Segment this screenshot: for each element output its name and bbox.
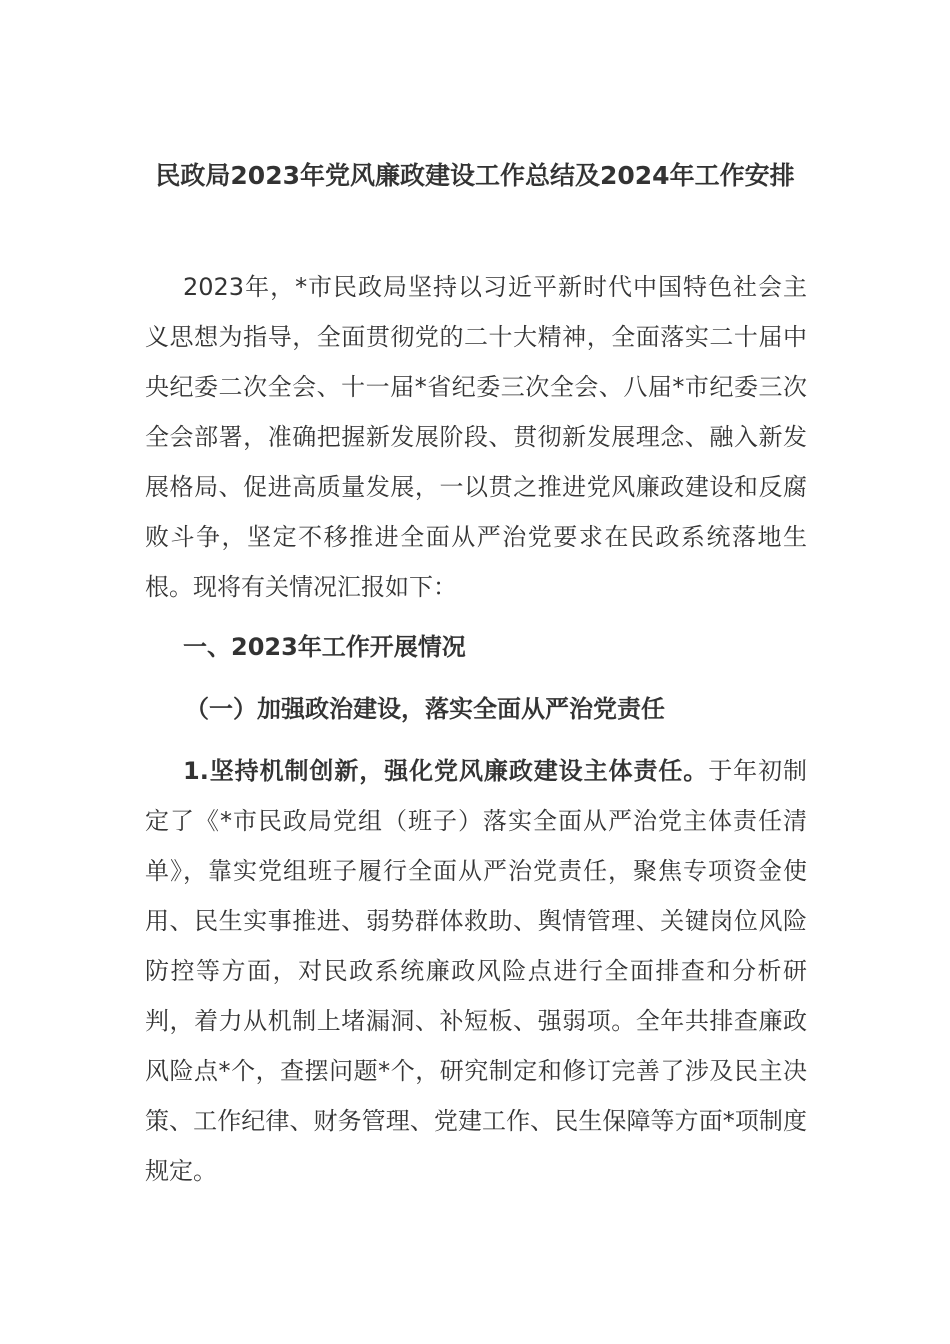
document-title: 民政局2023年党风廉政建设工作总结及2024年工作安排: [155, 161, 795, 190]
subsection-heading: （一）加强政治建设，落实全面从严治党责任: [185, 695, 665, 723]
intro-paragraph: 2023年，*市民政局坚持以习近平新时代中国特色社会主义思想为指导，全面贯彻党的二十大精神，全面落实二十届中央纪委二次全会、十一届*省纪委三次全会、八届*市纪委三次全会部署，准确把握新发展阶段、贯彻新发展理念、融入新发展格局、促进高质量发展，一以贯之推进党风廉政建设和反腐败斗争，坚定不移推进全面从严治党要求在民政系统落地生根。现将有关情况汇报如下：: [145, 273, 807, 601]
item-lead: 1.坚持机制创新，强化党风廉政建设主体责任。: [183, 757, 709, 785]
item-paragraph: [145, 746, 807, 1196]
section-heading: 一、2023年工作开展情况: [183, 633, 466, 661]
item-body: 于年初制定了《*市民政局党组（班子）落实全面从严治党主体责任清单》，靠实党组班子履行全面从严治党责任，聚焦专项资金使用、民生实事推进、弱势群体救助、舆情管理、关键岗位风险防控等方面，对民政系统廉政风险点进行全面排查和分析研判，着力从机制上堵漏洞、补短板、强弱项。全年共排查廉政风险点*个，查摆问题*个，研究制定和修订完善了涉及民主决策、工作纪律、财务管理、党建工作、民生保障等方面*项制度规定。: [145, 757, 807, 1185]
